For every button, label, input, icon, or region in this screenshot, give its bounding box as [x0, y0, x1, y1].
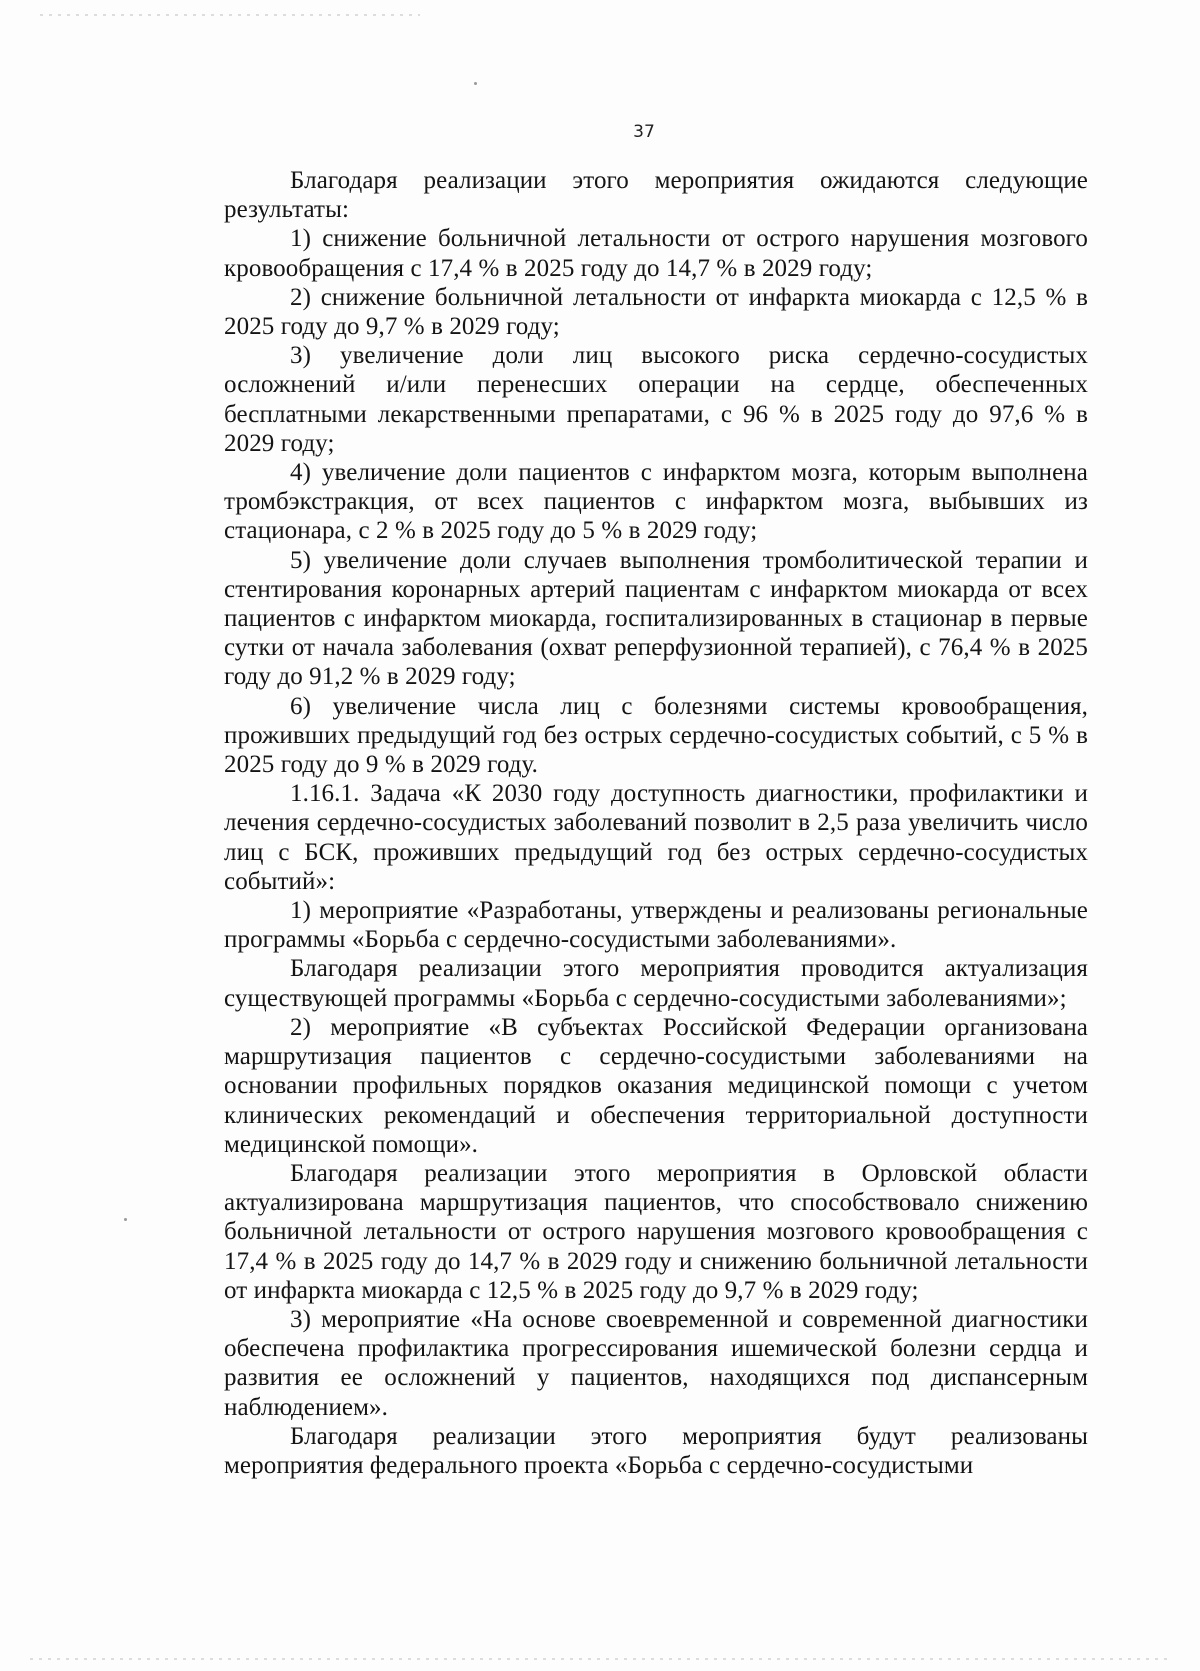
scan-top-edge [40, 14, 420, 16]
measure-2: 2) мероприятие «В субъектах Российской Федерации организована маршрутизация пациентов с сердечно-сосудистыми заболеваниями на основании профильных порядков оказания медицинской помощи с учетом клинических рекомендаций и обеспечения территориальной доступности медицинской помощи». [224, 1013, 1088, 1158]
scan-bottom-edge [30, 1658, 1170, 1660]
list-item-4: 4) увеличение доли пациентов с инфарктом мозга, которым выполнена тромбэкстракция, от всех пациентов с инфарктом мозга, выбывших из стационара, с 2 % в 2025 году до 5 % в 2029 году; [224, 459, 1088, 545]
measure-1: 1) мероприятие «Разработаны, утверждены и реализованы региональные программы «Борьба с сердечно-сосудистыми заболеваниями». [224, 897, 1088, 954]
page-number: 37 [633, 122, 655, 142]
list-item-3: 3) увеличение доли лиц высокого риска сердечно-сосудистых осложнений и/или перенесших операции на сердце, обеспеченных бесплатными лекарственными препаратами, с 96 % в 2025 году до 97,6 % в 2029 году; [224, 342, 1088, 457]
measure-1-result: Благодаря реализации этого мероприятия проводится актуализация существующей программы «Борьба с сердечно-сосудистыми заболеваниями»; [224, 955, 1088, 1012]
document-body [224, 166, 1088, 1480]
measure-3-result: Благодаря реализации этого мероприятия будут реализованы мероприятия федерального проекта «Борьба с сердечно-сосудистыми [224, 1422, 1088, 1479]
paragraph-results-intro: Благодаря реализации этого мероприятия ожидаются следующие результаты: [224, 167, 1088, 224]
scan-speck [474, 82, 477, 85]
list-item-6: 6) увеличение числа лиц с болезнями системы кровообращения, проживших предыдущий год без острых сердечно-сосудистых событий, с 5 % в 2025 году до 9 % в 2029 году. [224, 692, 1088, 779]
measure-3: 3) мероприятие «На основе своевременной и современной диагностики обеспечена профилактика прогрессирования ишемической болезни сердца и развития ее осложнений у пациентов, находящихся под диспансерным наблюдением». [224, 1305, 1088, 1421]
scan-speck [124, 1218, 127, 1221]
task-1-16-1: 1.16.1. Задача «К 2030 году доступность диагностики, профилактики и лечения сердечно-сосудистых заболеваний позволит в 2,5 раза увеличить число лиц с БСК, проживших предыдущий год без острых сердечно-сосудистых событий»: [224, 780, 1088, 895]
list-item-5: 5) увеличение доли случаев выполнения тромболитической терапии и стентирования коронарных артерий пациентам с инфарктом миокарда от всех пациентов с инфарктом миокарда, госпитализированных в стационар в первые сутки от начала заболевания (охват реперфузионной терапией), с 76,4 % в 2025 году до 91,2 % в 2029 году; [224, 546, 1088, 691]
measure-2-result: Благодаря реализации этого мероприятия в Орловской области актуализирована маршрутизация пациентов, что способствовало снижению больничной летальности от острого нарушения мозгового кровообращения с 17,4 % в 2025 году до 14,7 % в 2029 году и снижению больничной летальности от инфаркта миокарда с 12,5 % в 2025 году до 9,7 % в 2029 году; [224, 1159, 1088, 1304]
list-item-2: 2) снижение больничной летальности от инфаркта миокарда с 12,5 % в 2025 году до 9,7 % в 2029 году; [224, 283, 1088, 341]
list-item-1: 1) снижение больничной летальности от острого нарушения мозгового кровообращения с 17,4 % в 2025 году до 14,7 % в 2029 году; [224, 225, 1088, 282]
